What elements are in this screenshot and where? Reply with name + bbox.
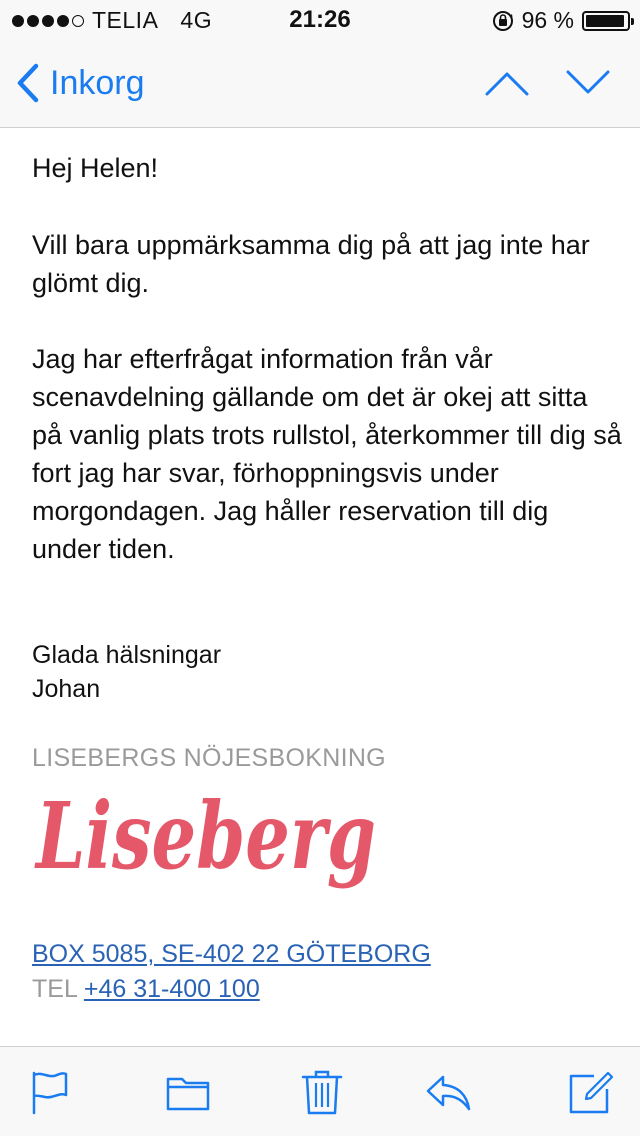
status-right bbox=[492, 7, 630, 34]
back-button[interactable] bbox=[14, 62, 145, 104]
reply-icon[interactable] bbox=[425, 1069, 471, 1115]
chevron-left-icon bbox=[14, 62, 42, 104]
svg-text:Liseberg: Liseberg bbox=[33, 782, 376, 890]
liseberg-logo bbox=[32, 780, 392, 900]
battery-percentage: 96 % bbox=[521, 7, 574, 33]
company-name: LISEBERGS NÖJESBOKNING bbox=[32, 744, 386, 772]
battery-icon bbox=[582, 11, 630, 31]
carrier-name: TELIA bbox=[92, 7, 159, 33]
folder-icon[interactable] bbox=[165, 1069, 211, 1115]
compose-icon[interactable] bbox=[568, 1069, 614, 1115]
message-closing: Glada hälsningar bbox=[32, 641, 222, 669]
network-type: 4G bbox=[180, 7, 213, 33]
message-greeting: Hej Helen! bbox=[32, 153, 159, 183]
rotation-lock-icon bbox=[492, 10, 514, 32]
address-link[interactable]: BOX 5085, SE-402 22 GÖTEBORG bbox=[32, 940, 431, 968]
previous-message-icon[interactable] bbox=[484, 68, 530, 98]
status-bar bbox=[0, 0, 640, 40]
phone-link[interactable]: +46 31-400 100 bbox=[83, 975, 260, 1003]
back-label: Inkorg bbox=[50, 63, 145, 102]
navigation-bar bbox=[0, 40, 640, 128]
phone-line bbox=[32, 975, 260, 1004]
phone-label: TEL bbox=[32, 975, 77, 1003]
next-message-icon[interactable] bbox=[565, 68, 611, 98]
trash-icon[interactable] bbox=[299, 1069, 345, 1115]
signature-name: Johan bbox=[32, 675, 101, 703]
message-paragraph-2: Jag har efterfrågat information från vår scenavdelning gällande om det är okej att sitta på vanlig plats trots rullstol, återkommer till dig så fort jag har svar, förhoppningsvis under morgondagen. Jag håller reservation till dig under tiden. bbox=[32, 344, 622, 564]
bottom-toolbar bbox=[0, 1046, 640, 1136]
status-time: 21:26 bbox=[289, 6, 351, 33]
flag-icon[interactable] bbox=[27, 1069, 73, 1115]
message-paragraph-1: Vill bara uppmärksamma dig på att jag inte har glömt dig. bbox=[32, 230, 590, 298]
